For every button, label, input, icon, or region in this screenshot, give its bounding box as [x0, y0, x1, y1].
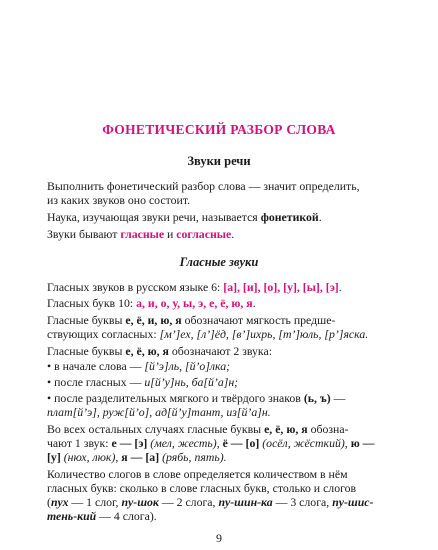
paragraph-sound-types: Звуки бывают гласные и согласные.: [47, 227, 235, 241]
paragraph-phonetics: Наука, изучающая звуки речи, называется фонетикой.: [47, 210, 322, 224]
term-phonetics: фонетикой: [260, 210, 319, 224]
bullet-item: • после гласных — и[й’у]нь, ба[й’а]н;: [47, 375, 239, 389]
softness-line-1: Гласные буквы е, ё, и, ю, я обозначают мягкость предше-: [47, 313, 336, 327]
bullet-item-continuation: плат[й’э], руж[й’о], ад[й’у]тант, из[й’а]н.: [47, 405, 271, 419]
page-number: 9: [216, 531, 222, 545]
softness-line-2: ствующих согласных: [м’]ех, [л’]ёд, [в’]ихрь, [т’]юль, [р’]яска.: [47, 327, 369, 341]
paragraph-line: из каких звуков оно состоит.: [47, 193, 191, 207]
vowel-sounds-line: Гласных звуков в русском языке 6: [а], [и], [о], [у], [ы], [э].: [47, 280, 342, 294]
vowel-letters-line: Гласных букв 10: а, и, о, у, ы, э, е, ё, ю, я.: [47, 296, 256, 310]
bullet-item: • в начале слова — [й’э]ль, [й’о]лка;: [47, 359, 231, 373]
syllable-line-4: тень-кий — 4 слога).: [47, 509, 157, 523]
term-vowels: гласные: [120, 227, 165, 241]
one-sound-line-1: Во всех остальных случаях гласные буквы е, ё, ю, я обозна-: [47, 422, 349, 436]
section-heading-speech-sounds: Звуки речи: [187, 154, 251, 168]
syllable-line-1: Количество слогов в слове определяется количеством в нём: [47, 467, 348, 481]
two-sounds-line: Гласные буквы е, ё, ю, я обозначают 2 звука:: [47, 344, 272, 358]
page-title: ФОНЕТИЧЕСКИЙ РАЗБОР СЛОВА: [102, 122, 336, 137]
one-sound-line-2: чают 1 звук: е — [э] (мел, жесть), ё — [о] (осёл, жёсткий), ю —: [47, 436, 375, 450]
section-heading-vowels: Гласные звуки: [179, 255, 259, 269]
syllable-line-2: гласных букв: сколько в слове гласных букв, столько и слогов: [47, 481, 357, 495]
syllable-line-3: (пух — 1 слог, пу-шок — 2 слога, пу-шин-ка — 3 слога, пу-шис-: [47, 495, 374, 509]
bullet-item: • после разделительных мягкого и твёрдого знаков (ь, ъ) —: [47, 391, 346, 405]
term-consonants: согласные: [176, 227, 232, 241]
one-sound-line-3: [у] (нюх, люк), я — [а] (рябь, пять).: [47, 450, 227, 464]
paragraph-line: Выполнить фонетический разбор слова — значит определить,: [47, 179, 360, 193]
